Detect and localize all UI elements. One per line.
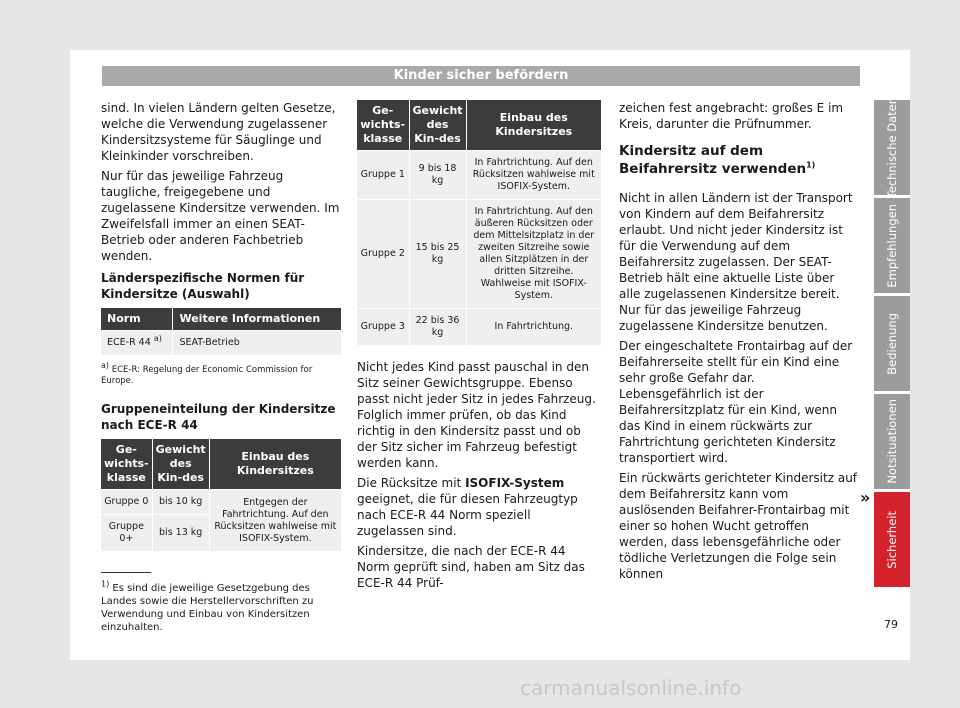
table-cell: Gruppe 0 <box>101 490 152 515</box>
table-row <box>101 331 341 356</box>
paragraph: Die Rücksitze mit ISOFIX-System geeignet, die für diesen Fahrzeugtyp nach ECE-R 44 Norm speziell zugelassen sind. <box>357 476 578 538</box>
table-footnote: $^{a)}$ ECE-R: Regelung der Economic Commission for Europe. <box>101 361 313 386</box>
table-header: Norm <box>101 308 173 331</box>
table-cell: 9 bis 18 kg <box>409 151 466 200</box>
tab-notsituationen[interactable]: Notsituationen <box>874 394 910 489</box>
column-left <box>101 100 341 551</box>
section-heading-groups: Gruppeneinteilung der Kindersitze nach ECE-R 44 <box>101 402 336 432</box>
group-table <box>101 439 341 551</box>
table-header: Gewicht des Kin-des <box>152 439 209 490</box>
paragraph: sind. In vielen Ländern gelten Gesetze, welche die Verwendung zugelassener Kindersitzsysteme für Säuglinge und Kleinkinder vorschreiben. <box>101 101 336 163</box>
table-cell: Gruppe 3 <box>357 309 409 346</box>
tab-empfehlungen[interactable]: Empfehlungen <box>874 198 910 293</box>
table-header: Gewicht des Kin-des <box>409 100 466 151</box>
paragraph: Nur für das jeweilige Fahrzeug taugliche, freigegebene und zugelassene Kindersitze verwenden. Im Zweifelsfall immer an einen SEAT-Betrieb oder anderen Fachbetrieb wenden. <box>101 169 340 263</box>
tab-technische-daten[interactable]: Technische Daten <box>874 100 910 195</box>
group-table <box>357 100 601 345</box>
watermark-text: carmanualsonline.info <box>520 676 742 700</box>
footnote-divider <box>101 572 151 573</box>
table-cell: 15 bis 25 kg <box>409 200 466 309</box>
table-cell: In Fahrtrichtung. Auf den äußeren Rücksitzen oder dem Mittelsitzplatz in der zweiten Sitzreihe sowie allen Sitzplätzen in der dritten Sitzreihe. Wahlweise mit ISOFIX-System. <box>466 200 601 309</box>
continue-arrow-icon: » <box>860 488 871 507</box>
column-right <box>619 100 859 586</box>
table-row <box>357 309 601 346</box>
table-cell: In Fahrtrichtung. <box>466 309 601 346</box>
section-heading-front-seat: Kindersitz auf dem Beifahrersitz verwenden$^{1)}$ <box>619 143 816 177</box>
table-cell: bis 10 kg <box>152 490 209 515</box>
table-header: Weitere Informationen <box>173 308 341 331</box>
table-cell: Gruppe 1 <box>357 151 409 200</box>
table-header: Ge-wichts-klasse <box>101 439 152 490</box>
side-navigation <box>874 96 910 590</box>
table-cell: bis 13 kg <box>152 515 209 552</box>
paragraph: Ein rückwärts gerichteter Kindersitz auf dem Beifahrersitz kann vom auslösenden Beifahrer-Frontairbag mit einer so hohen Wucht getroffen werden, dass lebensgefährliche oder tödliche Verletzungen die Folge sein können <box>619 471 858 581</box>
paragraph: zeichen fest angebracht: großes E im Kreis, darunter die Prüfnummer. <box>619 101 844 131</box>
table-header: Einbau des Kindersitzes <box>466 100 601 151</box>
section-heading-norms: Länderspezifische Normen für Kindersitze (Auswahl) <box>101 271 305 301</box>
table-row <box>101 490 341 515</box>
table-header: Ge-wichts-klasse <box>357 100 409 151</box>
paragraph: Kindersitze, die nach der ECE-R 44 Norm geprüft sind, haben am Sitz das ECE-R 44 Prüf- <box>357 544 585 590</box>
table-cell: 22 bis 36 kg <box>409 309 466 346</box>
page-number: 79 <box>884 618 898 631</box>
tab-bedienung[interactable]: Bedienung <box>874 296 910 391</box>
table-cell: SEAT-Betrieb <box>173 331 341 356</box>
table-cell: Gruppe 0+ <box>101 515 152 552</box>
table-header: Einbau des Kindersitzes <box>209 439 341 490</box>
paragraph: Nicht jedes Kind passt pauschal in den Sitz seiner Gewichtsgruppe. Ebenso passt nicht jeder Sitz in jedes Fahrzeug. Folglich immer prüfen, ob das Kind richtig in den Kindersitz passt und ob der Sitz sicher im Fahrzeug befestigt werden kann. <box>357 360 596 470</box>
page-header-title: Kinder sicher befördern <box>102 66 860 86</box>
tab-sicherheit[interactable]: Sicherheit <box>874 492 910 587</box>
table-row <box>357 151 601 200</box>
table-cell: Entgegen der Fahrtrichtung. Auf den Rücksitzen wahlweise mit ISOFIX-System. <box>209 490 341 552</box>
table-cell: ECE-R 44 $^{a)}$ <box>101 331 173 356</box>
paragraph: Der eingeschaltete Frontairbag auf der Beifahrerseite stellt für ein Kind eine sehr große Gefahr dar. Lebensgefährlich ist der Beifahrersitzplatz für ein Kind, wenn das Kind in einem rückwärts zur Fahrtrichtung gerichteten Kindersitz transportiert wird. <box>619 339 853 465</box>
table-row <box>357 200 601 309</box>
column-middle <box>357 100 601 595</box>
paragraph: Nicht in allen Ländern ist der Transport von Kindern auf dem Beifahrersitz erlaubt. Und nicht jeder Kindersitz ist für die Verwendung auf dem Beifahrersitz zugelassen. Der SEAT-Betrieb hält eine aktuelle Liste über alle zugelassenen Kindersitze bereit. Nur für das jeweilige Fahrzeug zugelassene Kindersitze benutzen. <box>619 191 853 333</box>
table-cell: In Fahrtrichtung. Auf den Rücksitzen wahlweise mit ISOFIX-System. <box>466 151 601 200</box>
table-cell: Gruppe 2 <box>357 200 409 309</box>
norm-table <box>101 308 341 355</box>
page-footnote: $^{1)}$ Es sind die jeweilige Gesetzgebung des Landes sowie die Herstellervorschriften zu Verwendung und Einbau von Kindersitzen einzuhalten. <box>101 579 314 633</box>
